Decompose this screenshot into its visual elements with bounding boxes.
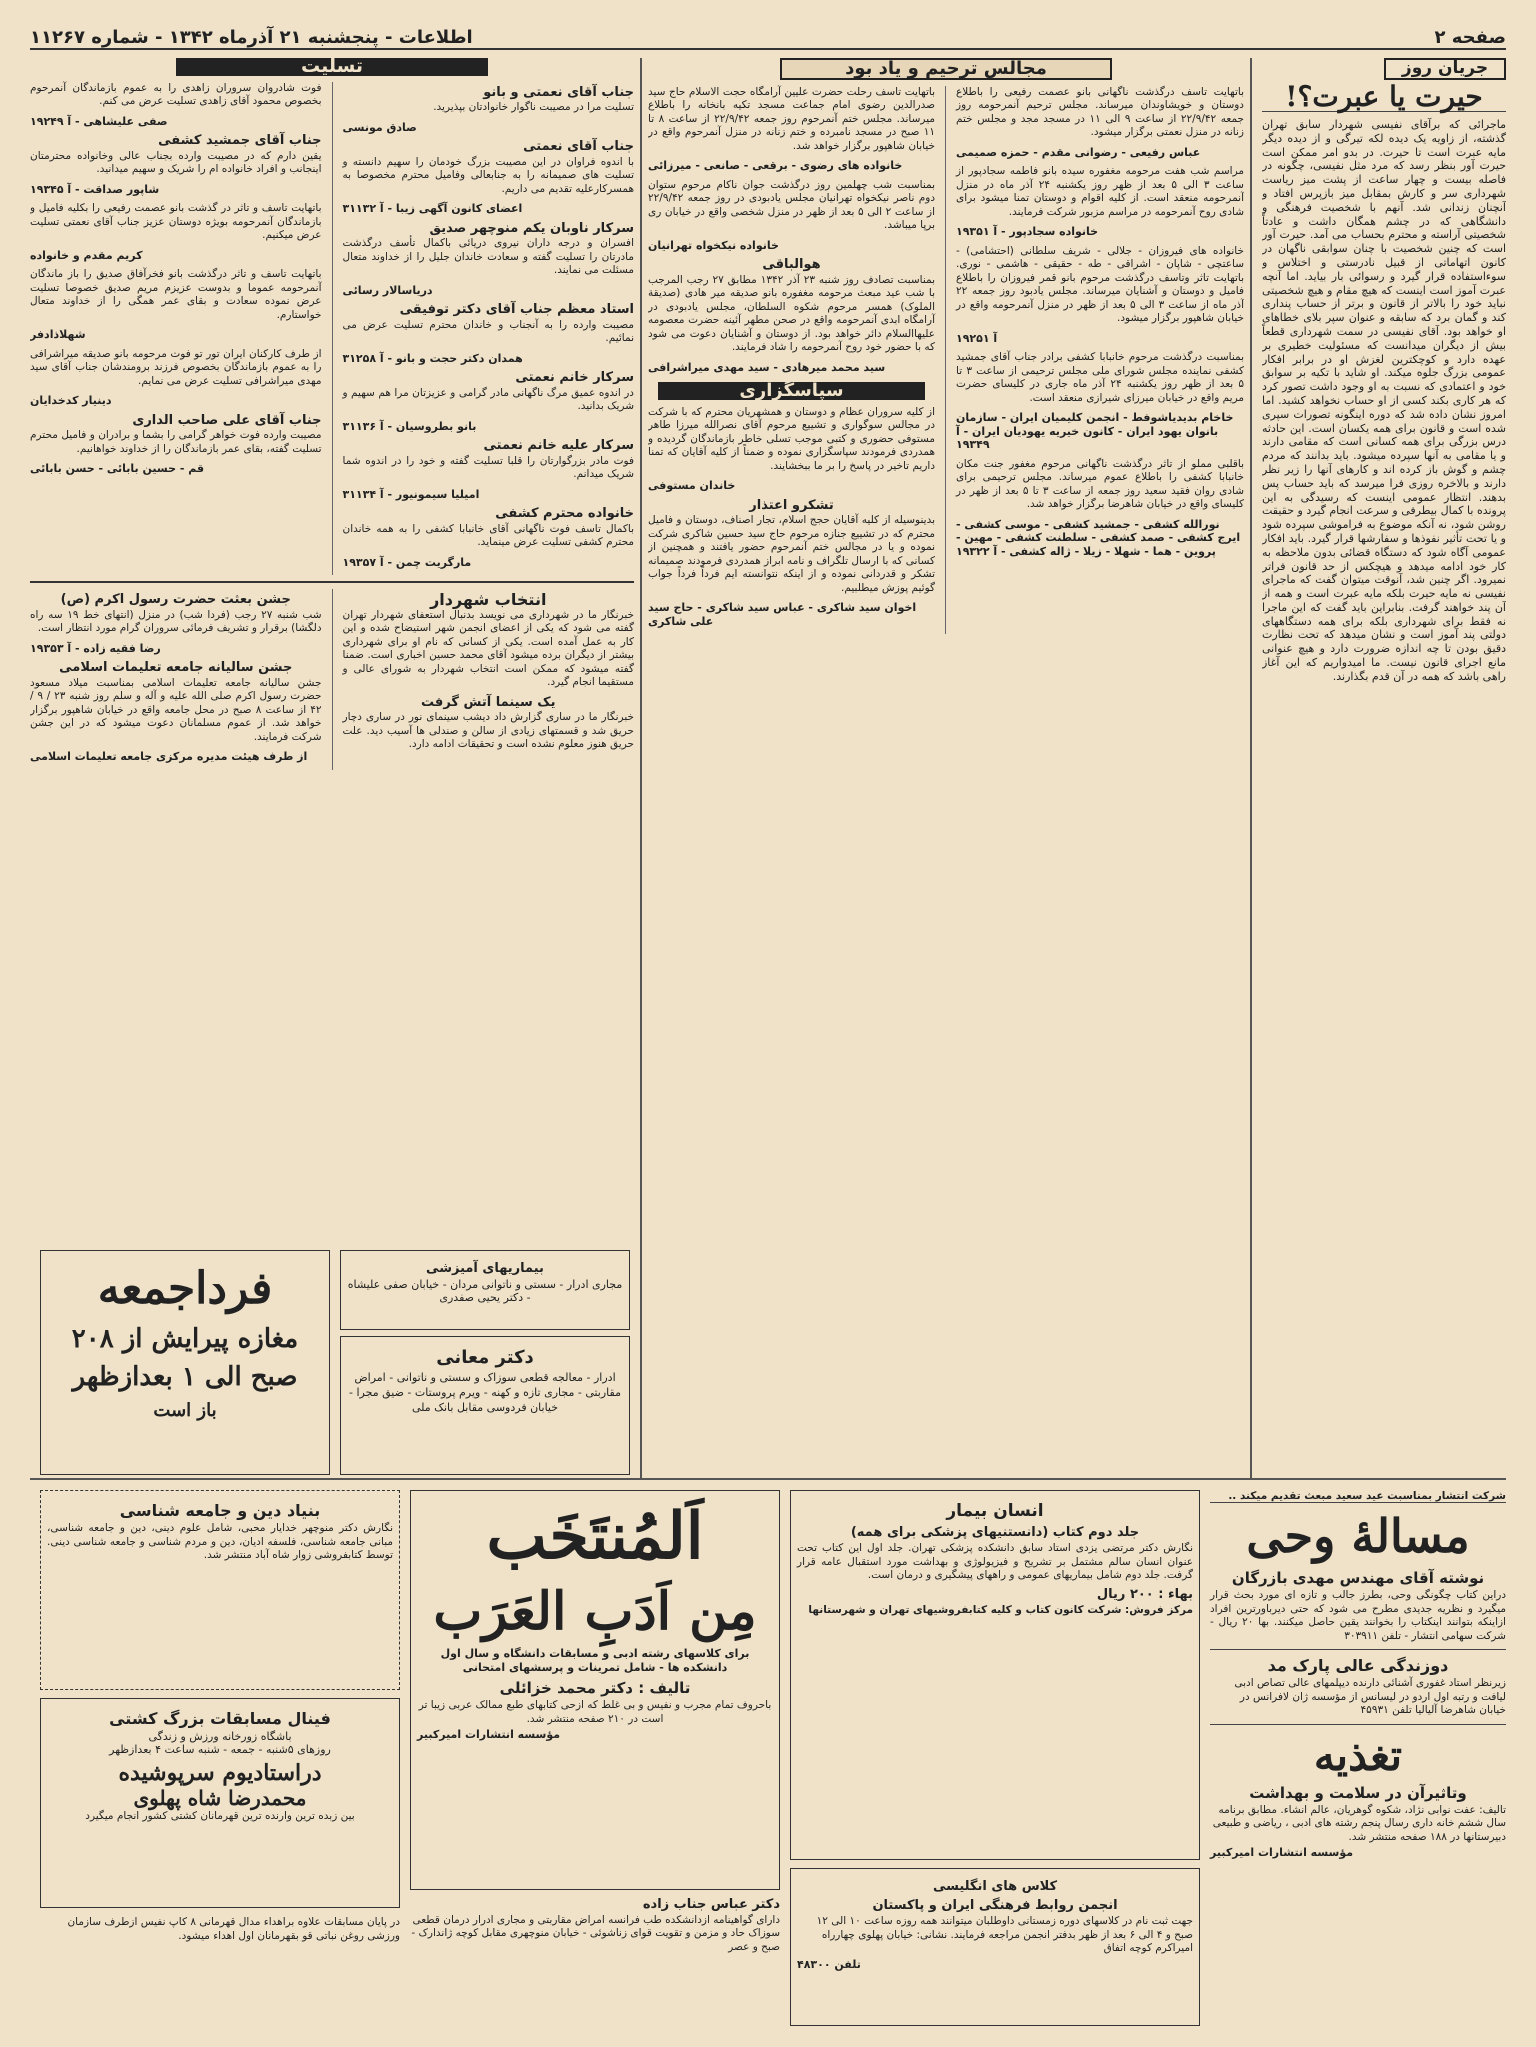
memorials-header: مجالس ترحیم و یاد بود (780, 58, 1112, 80)
condolence-signature: صادق مونسی (342, 120, 417, 134)
annual-title: جشن سالیانه جامعه تعلیمات اسلامی (59, 660, 293, 675)
doctor-body: ادرار - معالجه قطعی سوزاک و سستی و ناتوانی - امراض مقاربتی - مجاری تازه و کهنه - ویرم پروستات - ضیق مجرا - خیابان فردوسی مقابل بانک ملی (349, 1371, 621, 1414)
memorials-left (648, 86, 935, 635)
condolence-signature: دریاسالار رسائی (342, 283, 433, 297)
condolences-left (30, 82, 322, 576)
cinema-title: یک سینما آتش گرفت (421, 694, 556, 710)
cinema-body: خبرنگار ما در ساری گزارش داد دیشب سینمای نور در ساری دچار حریق شد و قسمتهای زیادی از سالن و صندلی ها آسیب دید. علت حریق هنوز معلوم نشده است و تحقیقات ادامه دارد. (342, 711, 634, 750)
notice-signature: خانواده نیکخواه تهرانیان (648, 238, 779, 252)
condolence-body: فوت مادر بزرگوارتان را قلبا تسلیت گفته و خود را در اندوه شما شریک میدانم. (342, 454, 634, 480)
condolences-header: تسلیت (176, 58, 488, 76)
insan-publisher: مرکز فروش: شرکت کانون کتاب و کلیه کتابفروشیهای تهران و شهرستانها (808, 1603, 1193, 1616)
mabath-signature: رضا فقیه زاده - آ ۱۹۳۵۳ (30, 641, 161, 655)
park-title: دوزندگی عالی پارک مد (1267, 1656, 1449, 1675)
wrestling-footnote: در پایان مسابقات علاوه براهداء مدال قهرمانی ۸ کاپ نفیس ازطرف سازمان ورزشی روغن نباتی قو بقهرمانان اول اهداء میشود. (67, 1916, 400, 1942)
notice-body: باتهایت تاسف درگذشت ناگهانی بانو عصمت رفیعی را باطلاع دوستان و خویشاوندان میرساند. مجلس ترحیم آنمرحومه روز جمعه ۲۲/۹/۴۲ از ساعت ۹ الی ۱۱ در مسجد مجد و مجلس ختم زنانه در منزل نعمتی برگزار میشود. (956, 85, 1244, 138)
condolence-signature: صفی علیشاهی - آ ۱۹۲۴۹ (30, 114, 168, 128)
condolence-body: از طرف کارکنان ایران تور تو فوت مرحومه بانو صدیقه میراشرافی را به عموم بازماندگان بخصوص فرزند برومندشان جناب آقای سید مهدی میراشرافی تسلیت عرض می نمایم. (30, 347, 322, 387)
bottom-middle-ads (790, 1490, 1200, 2030)
condolence-body: فوت شادروان سروران زاهدی را به عموم بازماندگان آنمرحوم بخصوص محمود آقای زاهدی تسلیت عرض می کنم. (30, 81, 322, 107)
condolence-signature: همدان دکتر حجت و بانو - آ ۳۱۲۵۸ (342, 351, 523, 365)
column-rule (332, 589, 333, 770)
condolence-title: سرکار ناوبان یکم منوچهر صدیق (429, 220, 634, 236)
apology-body: بدینوسیله از کلیه آقایان حجج اسلام، تجار اصناف، دوستان و فامیل محترم که در تشییع جنازه مرحوم حاج سید حسین شاکری شرکت نموده و یا در مجالس ختم آنمرحوم حضور یافتند و همچنین از کسانی که با ارسال تلگراف و نامه ابراز همدردی فرمودند صمیمانه تشکر و قدردانی نموده و از اینکه نتوانسته ایم فرداً فرداً جواب گوئیم پوزش میطلبیم. (648, 514, 936, 594)
barbershop-line2: صبح الی ۱ بعدازظهر (72, 1362, 298, 1392)
book-ad (790, 1490, 1200, 1860)
religion-book-body: نگارش دکتر منوچهر خدایار محبی، شامل علوم دینی، دین و جامعه شناسی، مبانی جامعه شناسی، فلسفه ادیان، دین و مردم شناسی و جامعه شناسی دینی. توسط کتابفروشی زوار شاه آباد منتشر شد. (47, 1522, 393, 1561)
notice-body: خانواده های فیروزان - جلالی - شریف سلطانی (احتشامی) - ساعتچی - شاپان - اشراقی - طه - حقیقی - هاشمی - نوری. باتهایت تاثر وتاسف درگذشت مرحوم بانو قمر فیروزان را باطلاع فامیل و دوستان و آشنایان میرساند. مجلس یادبود روز جمعه ۲۲ آذر ماه از ساعت ۳ الی ۵ بعد از ظهر در منزل آنمرحومه واقع در خیابان شاهپور برگزار میشود. (956, 244, 1244, 324)
condolence-signature: کریم مقدم و خانواده (30, 248, 143, 262)
montakhab-publisher: مؤسسه انتشارات امیرکبیر (417, 1728, 561, 1741)
annual-signature: از طرف هیئت مدیره مرکزی جامعه تعلیمات اسلامی (30, 750, 308, 763)
barbershop-line3: باز است (153, 1400, 217, 1421)
notice-signature: نورالله کشفی - جمشید کشفی - موسی کشفی - ایرج کشفی - صمد کشفی - سلطنت کشفی - مهین - پروین - هما - شهلا - زیلا - ژاله کشفی - آ ۱۹۳۲۲ (956, 517, 1241, 558)
insan-body: نگارش دکتر مرتضی یزدی استاد سابق دانشکده پزشکی تهران. جلد اول این کتاب تحت عنوان انسان سالم مشتمل بر تشریح و فیزیولوژی و بهداشت مورد استقبال عامه قرار گرفت. جلد دوم شامل بیماریهای عمومی و راههای پیشگیری و درمان است. (797, 1542, 1193, 1581)
condolence-body: باکمال تاسف فوت ناگهانی آقای خانبابا کشفی را به همه خاندان محترم کشفی تسلیت عرض مینماید. (342, 522, 634, 548)
condolence-title: جناب آقای جمشید کشفی (158, 133, 322, 148)
condolence-body: با اندوه فراوان در این مصیبت بزرگ خودمان را سهیم دانسته و تسلیت های صمیمانه را به جنابعالی وفامیل محترم مخصوصا به همسرکارعلیه تقدیم می داریم. (342, 155, 634, 195)
barbershop-title: فرداجمعه (97, 1263, 273, 1314)
religion-book-ad (40, 1490, 400, 1690)
page-number: صفحه ۲ (1434, 27, 1506, 48)
bottom-left-ads (40, 1490, 400, 2030)
notice-title: هوالباقی (762, 257, 821, 272)
religion-book-title: بنیاد دین و جامعه شناسی (119, 1501, 321, 1520)
doctor-ad (340, 1336, 630, 1475)
condolences-right (343, 82, 635, 576)
park-body: زیرنظر استاد غفوری آشنائی دارنده دیپلمهای عالی تصاص ادبی لیافت و رتبه اول اردو در لیسانس از مؤسسه ژان لافرانس در خیابان شاهرضا آلیالیا تلفن ۴۵۹۳۱ (1234, 1677, 1506, 1716)
insan-price: بهاء : ۲۰۰ ریال (1096, 1586, 1193, 1602)
mabath-body: شب شنبه ۲۷ رجب (فردا شب) در منزل (انتهای خط ۱۹ سه راه دلگشا) برقرار و تشریف فرمائی سروران گرام مورد انتظار است. (30, 608, 322, 634)
clinic-ad (340, 1250, 630, 1330)
abbas-title: دکتر عباس جناب زاده (642, 1897, 780, 1912)
memorials-right (956, 86, 1244, 635)
wrestling-sub: باشگاه زورخانه ورزش و زندگی (148, 1730, 292, 1743)
bottom-arabic-ads (410, 1490, 780, 2030)
english-title: کلاس های انگلیسی (932, 1879, 1058, 1894)
bottom-right-ads (1210, 1490, 1506, 2030)
notice-signature: خانواده های رضوی - برقعی - صانعی - میرزائی (648, 159, 903, 172)
section-rule (30, 1478, 1506, 1480)
wrestling-note: بین زبده ترین وارنده ترین قهرمانان کشتی کشور انجام میگیرد (85, 1810, 355, 1822)
notice-signature: خانواده سجادپور - آ ۱۹۳۵۱ (956, 225, 1099, 238)
mayor-body: خبرنگار ما در شهرداری می نویسد بدنبال استعفای شهردار تهران گفته می شود که یکی از اعضای انجمن شهر استیضاح شده و این کار به عمل آمده است. یکی از کسانی که نام او برای شهرداری بیشتر از دیگران برده میشود آقای محمد حسین اخباری است. ضمنا گفته میشود که ممکن است انتخاب شهردار به شورای عالی و مستقیما انجام گیرد. (342, 608, 634, 688)
condolence-signature: مارگریت چمن - آ ۱۹۳۵۷ (342, 555, 472, 569)
english-sub: انجمن روابط فرهنگی ایران و پاکستان (872, 1898, 1118, 1913)
vahy-top: شرکت انتشار بمناسبت عید سعید مبعث تقدیم میکند .. (1210, 1490, 1506, 1503)
editorial-headline: حیرت یا عبرت؟! (1285, 79, 1483, 113)
column-editorial (1262, 58, 1506, 1468)
apology-signature: اخوان سید شاکری - عباس سید شاکری - حاج سید علی شاکری (648, 601, 917, 628)
montakhab-title: اَلمُنتَخَب (486, 1499, 704, 1574)
annual-body: جشن سالیانه جامعه تعلیمات اسلامی بمناسبت میلاد مسعود حضرت رسول اکرم صلی الله علیه و آله و سلم روز شنبه ۲۳ / ۹ / ۴۲ از ساعت ۸ صبح در محل جامعه واقع در خیابان شاهپور برگزار خواهد شد. از عموم مسلمانان دعوت میشود که در این جشن شرکت فرمایند. (30, 676, 322, 743)
issue-info: اطلاعات - پنجشنبه ۲۱ آذرماه ۱۳۴۲ - شماره ۱۱۲۶۷ (30, 27, 473, 48)
english-ad (790, 1868, 1200, 2026)
condolence-signature: اعضای کانون آگهی زیبا - آ ۳۱۱۳۲ (342, 202, 523, 215)
montakhab-note: باحروف تمام مجرب و نفیس و بی غلط که ازحی کتابهای طبع ممالک عربی زیبا تر است در ۲۱۰ صفحه منتشر شد. (418, 1699, 772, 1725)
column-rule (1250, 58, 1252, 1478)
notice-signature: آ ۱۹۲۵۱ (956, 331, 998, 345)
english-body: جهت ثبت نام در کلاسهای دوره زمستانی داوطلبان میتوانند همه روزه ساعت ۱۰ الی ۱۲ صبح و ۴ الی ۶ بعد از ظهر بدفتر انجمن مراجعه فرمایند. نشانی: خیابان پهلوی چهارراه امیراکرم کوچه اتفاق (816, 1915, 1193, 1954)
condolence-body: باتهایت تاسف و تاثر در گذشت بانو عصمت رفیعی را بکلیه فامیل و بازماندگان آنمرحومه بویژه دوستان عزیز جناب آقای نعمتی تسلیت عرض میکنیم. (30, 202, 322, 241)
column-memorials (648, 58, 1244, 1468)
condolence-title: جناب آقای نعمتی (523, 139, 634, 154)
clinic-title: بیماریهای آمیزشی (426, 1261, 544, 1276)
section-label: جریان روز (1384, 58, 1506, 80)
notice-body: بمناسبت شب چهلمین روز درگذشت جوان ناکام مرحوم ستوان دوم ناصر نیکخواه تهرانیان مجلس یادبودی در روز جمعه ۲۲/۹/۴۲ از ساعت ۲ الی ۵ بعد از ظهر در منزل شخصی واقع در خیابان ری برپا میباشد. (648, 178, 936, 231)
wrestling-place2: محمدرضا شاه پهلوی (133, 1786, 307, 1810)
thanks-signature: خاندان مستوفی (648, 479, 736, 492)
condolence-body: افسران و درجه داران نیروی دریائی باکمال تأسف درگذشت مادرتان را تسلیت گفته و سعادت خاندان جلیل را از خداوند متعال مسئلت می نمایند. (342, 237, 634, 276)
montakhab-sub: مِن اَدَبِ العَرَب (433, 1581, 757, 1642)
notice-body: بمناسبت تصادف روز شنبه ۲۳ آذر ۱۳۴۲ مطابق ۲۷ رجب المرجب با شب عید مبعث مرحومه مغفوره بانو صدیقه میر هادی (صدیقة الملوک) همسر مرحوم شکوه السلطان، مجلس یادبودی در آرامگاه ابدی آنمرحومه واقع در صحن مطهر آئینه حضرت معصومه علیهاالسلام دائر خواهد بود. از دوستان و آشنایان دعوت می شود که با حضور خود روح آنمرحومه را شاد فرمایند. (648, 273, 936, 353)
thanks-header: سپاسگزاری (658, 382, 925, 400)
barbershop-ad (40, 1250, 330, 1475)
condolence-signature: بانو بطروسیان - آ ۳۱۱۳۶ (342, 419, 477, 433)
montakhab-body: برای کلاسهای رشته ادبی و مسابقات دانشگاه و سال اول دانشکده ها - شامل تمرینات و پرسشهای امتحانی (440, 1647, 750, 1674)
condolence-signature: دینیار کدخدایان (30, 394, 112, 407)
column-rule (332, 82, 333, 576)
news-right (343, 589, 635, 770)
condolence-title: جناب آقای نعمتی و بانو (483, 84, 634, 100)
abbas-body: دارای گواهینامه ازدانشکده طب فرانسه امراض مقاربتی و مجاری ادرار درمان قطعی سوزاک حاد و مزمن و تقویت قوای زناشوئی - خیابان منوچهری مقابل کوچه ژاندارک - صبح و عصر (411, 1913, 780, 1953)
montakhab-author: تالیف : دکتر محمد خزائلی (499, 1679, 691, 1697)
condolence-signature: شهلاذادفر (30, 328, 86, 341)
editorial-body: ماجرائی که برآقای نفیسی شهردار سابق تهران گذشته، از زاویه یک دیده لکه تیرگی و از دیده دیگر مایه عبرت است تا حیرت. در بدو امر ممکن است حیرت آور بنظر رسد که مرد مثل نفیسی، چگونه در فاصله بیست و چهار ساعت از پشت میز ریاست شهرداری سر و کارش بمقابل میز بازپرس افتاد و آنچنان زندانی شد. آنهم با شخصیت فرهنگی و دانشگاهی که در چشم همگان داشت و عادتاً شخصیتی آراسته و محترم بحساب می آمد. حیرت آور است که چنین شخصیت با چنان سوابقی ناگهان در کانون اتهاماتی از قبیل نادرستی و اختلاس و سوءاستفاده قرار گیرد و رسوائی بار بیاید. اما آنچه عبرت آموز است اینست که هیچ مقام و هیچ شخصیتی نباید خود را بالاتر از قانون و برتر از حساب پنداری کند و گمان برد که سابقه و عنوان سپر بلای خطاهای او خواهد بود. آقای نفیسی در سمت شهرداری قطعاً بیش از دیگران میدانست که مسئولیت خطیری بر عهده دارد و کوچکترین لغزش او در برابر افکار عمومی بزرگ جلوه میکند. او شاید با تکیه بر سوابق خود و اعتمادی که نسبت به او وجود داشت تصور کرد که هر کاری بکند کسی از او حساب نخواهد کشید. اما امروز نشان داده شد که دوره اینگونه تصورات سپری شده است و قانون برای همه یکسان است. این حادثه درس بزرگی برای همه کسانی است که مقامی دارند و یا مقامی به آنها سپرده میشود. باید بدانند که مردم چشم و گوش باز کرده اند و کارهای آنها را زیر نظر دارند و بالاخره روزی فرا میرسد که باید حساب پس بدهند. انتظار عمومی اینست که رسیدگی به این پرونده با کمال بیطرفی و سرعت انجام گیرد و حقیقت روشن شود، نه آنکه موضوع به فراموشی سپرده شود و یا تحت تأثیر نفوذها و سفارشها قرار گیرد. باید افکار عمومی آگاه شود که دستگاه قضائی بدون ملاحظه به کار خود ادامه میدهد و هیچکس از حد قانون فراتر نمیرود. اگر چنین شد، آنوقت میتوان گفت که ماجرای نفیسی نه مایه حیرت بلکه مایه عبرت است و همه از آن پند خواهند گرفت. بنابراین باید گفت که این ماجرا نه فقط برای شهرداری بلکه برای همه دستگاههای دولتی پند آموز است و نشان میدهد که تحت نظارت دقیق بودن تا چه اندازه ضرورت دارد و هیچ عنوانی مانع اجرای قانون نیست. ما امیدواریم که این آغاز راهی باشد که همه در آن قدم بگذارند. (1262, 118, 1506, 683)
condolence-body: مصیبت وارده فوت خواهر گرامی را بشما و برادران و فامیل محترم تسلیت گفته، بقای عمر بازماندگان را از خداوند خواهانیم. (30, 429, 322, 455)
column-rule (945, 86, 946, 635)
insan-sub: جلد دوم کتاب (دانستنیهای پزشکی برای همه) (850, 1525, 1140, 1540)
notice-body: مراسم شب هفت مرحومه مغفوره سیده بانو فاطمه سجادپور از ساعت ۳ الی ۵ بعد از ظهر روز یکشنبه ۲۴ آذر ماه در منزل آنمرحومه منعقد است. از کلیه اقوام و دوستان تمنا میشود برای شادی روح آنمرحومه در مراسم مزبور شرکت فرمایند. (956, 165, 1244, 218)
news-left (30, 589, 322, 770)
notice-signature: خاخام بدیدیاشوفط - انجمن کلیمیان ایران - سازمان بانوان یهود ایران - کانون خیریه یهودیان ایران - آ ۱۹۳۴۹ (956, 411, 1234, 451)
wrestling-days: روزهای ۵شنبه - جمعه - شنبه ساعت ۴ بعدازظهر (109, 1743, 331, 1756)
divider (1210, 1649, 1506, 1650)
english-phone: تلفن ۴۸۳۰۰ (797, 1957, 861, 1971)
apology-title: تشکرو اعتذار (749, 497, 834, 513)
divider (30, 581, 634, 583)
condolence-body: باتهایت تاسف و تاثر درگذشت بانو فخرآفاق صدیق را باز ماندگان آنمرحومه عموما و بدوست عزیزم مریم صدیق خصوصا تسلیت عرض نموده سعادت و بقای عمر همگی را از خداوند متعال خواستارم. (30, 268, 322, 321)
barbershop-line1: مغازه پیرایش از ۲۰۸ (71, 1324, 299, 1354)
condolence-body: در اندوه عمیق مرگ ناگهانی مادر گرامی و عزیزتان مرا هم سهیم و شریک بدانید. (342, 386, 634, 412)
taghzie-sub: وتاثیرآن در سلامت و بهداشت (1249, 1783, 1467, 1802)
taghzie-title: تغذیه (1313, 1730, 1403, 1780)
condolence-signature: قم - حسین بابائی - حسن بابائی (30, 462, 205, 475)
doctor-title: دکتر معانی (436, 1347, 534, 1368)
insan-title: انسان بیمار (946, 1501, 1044, 1521)
notice-body: باتهایت تاسف رحلت حضرت علیین آرامگاه حجت الاسلام حاج سید صدرالدین رضوی امام جماعت مسجد تکیه بانخانه را باطلاع میرساند. مجلس ختم آنمرحوم روز جمعه ۲۲/۹/۴۲ از ساعت ۸ تا ۱۱ صبح در مسجد نامبرده و ختم زنانه در منزل آنمرحوم واقع در خیابان شاهپور برگزار خواهد شد. (648, 85, 936, 152)
condolence-title: استاد معظم جناب آقای دکتر توفیقی (399, 302, 634, 317)
condolence-title: جناب آقای علی صاحب الداری (132, 412, 322, 428)
abbas-ad (410, 1898, 780, 1954)
vahy-author: نوشته آقای مهندس مهدی بازرگان (1231, 1569, 1485, 1587)
condolence-signature: شاپور صداقت - آ ۱۹۳۴۵ (30, 182, 160, 196)
condolence-signature: امیلیا سیمونیور - آ ۳۱۱۳۴ (342, 487, 480, 501)
condolence-body: تسلیت مرا در مصیبت ناگوار خانوادتان بپذیرید. (433, 101, 634, 113)
taghzie-publisher: مؤسسه انتشارات امیرکبیر (1210, 1846, 1354, 1859)
notice-body: باقلبی مملو از تاثر درگذشت ناگهانی مرحوم مغفور جنت مکان خانبابا کشفی را باطلاع عموم میرساند. مجلس ترحیمی برای شادی روان فقید سعید روز جمعه از ساعت ۳ تا ۵ بعد از ظهر در کلیسای واقع در خیابان شاهرضا برگزار خواهد شد. (956, 457, 1244, 510)
mabath-title: جشن بعثت حضرت رسول اکرم (ص) (60, 592, 291, 607)
mayor-title: انتخاب شهردار (430, 590, 547, 609)
vahy-body: دراین کتاب چگونگی وحی، بطرز جالب و تازه ای مورد بحث قرار میگیرد و نظریه جدیدی مطرح می شود که حتی دیرباورترین افراد ازاینکه بتوانند اینکتاب را بخوانند یقین حاصل میکنند. بها ۲۰ ریال - شرکت سهامی انتشار - تلفن ۳۰۳۹۱۱ (1210, 1589, 1506, 1642)
condolence-body: یقین دارم که در مصیبت وارده بجناب عالی وخانواده محترمتان اینجانب و افراد خانواده ام را شریک و سهیم میدانید. (30, 149, 322, 175)
vahy-title: مسالۀ وحی (1246, 1509, 1470, 1563)
taghzie-body: تالیف: عفت نوابی نژاد، شکوه گوهریان، عالم انشاء. مطابق برنامه سال ششم خانه داری رسال پنجم رشته های ادبی ، ریاضی و طبیعی دبیرستانها در ۱۸۸ صفحه منتشر شد. (1212, 1803, 1506, 1843)
wrestling-ad (40, 1698, 400, 1908)
montakhab-ad (410, 1490, 780, 1890)
condolence-title: سرکار خانم نعمتی (515, 370, 634, 385)
condolence-title: خانواده محترم کشفی (495, 506, 634, 521)
divider (1210, 1724, 1506, 1725)
notice-body: بمناسبت درگذشت مرحوم خانبابا کشفی برادر جناب آقای جمشید کشفی نماینده مجلس شورای ملی مجلس ترحیمی از ساعت ۳ تا ۵ بعد از ظهر روز یکشنبه ۲۴ آذر ماه جاری در کلیسای حضرت مریم واقع در خیابان میرزای شیرازی منعقد است. (956, 351, 1244, 404)
condolence-title: سرکار علیه خانم نعمتی (483, 438, 634, 453)
notice-signature: سید محمد میرهادی - سید مهدی میراشرافی (648, 360, 886, 374)
masthead (30, 28, 1506, 50)
notice-signature: عباس رفیعی - رضوانی مقدم - حمزه صمیمی (956, 145, 1201, 159)
column-rule (640, 58, 642, 1478)
wrestling-title: فینال مسابقات بزرگ کشتی (109, 1709, 331, 1728)
wrestling-place: دراستادیوم سرپوشیده (118, 1760, 322, 1786)
thanks-body: از کلیه سروران عظام و دوستان و همشهریان محترم که با شرکت در مجالس سوگواری و تشییع مرحوم آقای نصرالله میرزا طاهر مستوفی حضوری و کتبی موجب تسلی خاطر بازماندگان گردیده و همدردی فرمودند سپاسگزاری نموده و ضمناً از کلیه آقایان که تمنا داریم تاخیر در پاسخ را بر ما ببخشایند. (648, 405, 936, 472)
condolence-body: مصیبت وارده را به آنجناب و خاندان محترم تسلیت عرض می نمائیم. (342, 318, 634, 344)
clinic-body: مجاری ادرار - سستی و ناتوانی مردان - خیابان صفی علیشاه - دکتر یحیی صفدری (347, 1278, 623, 1304)
